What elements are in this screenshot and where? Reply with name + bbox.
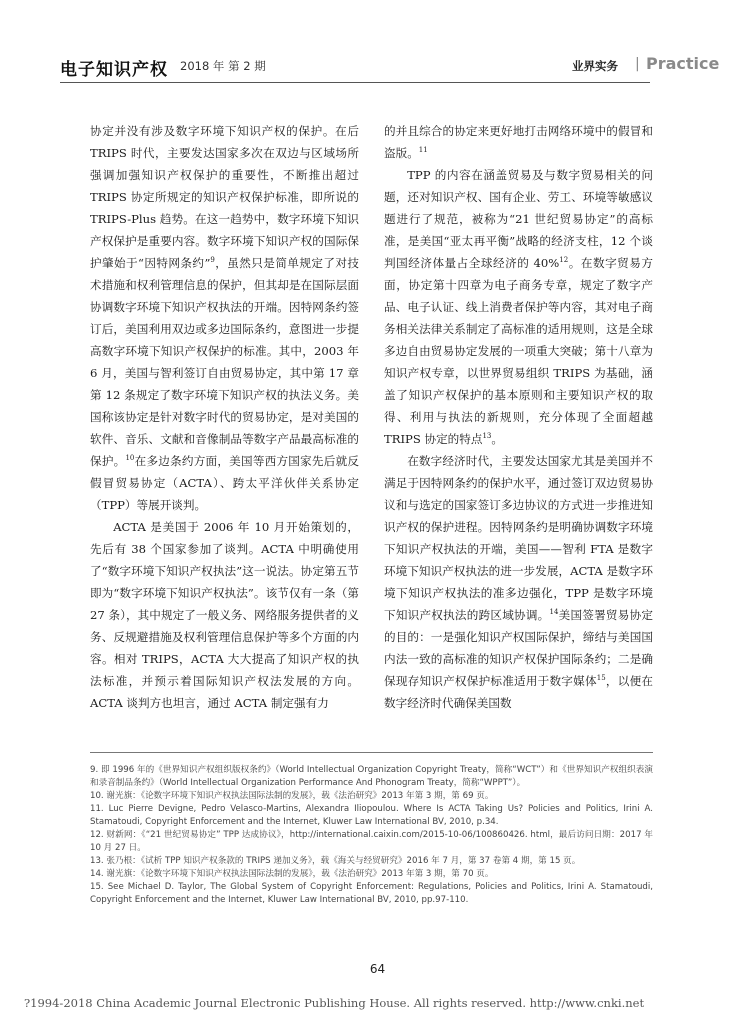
section-label-en: Practice bbox=[646, 54, 720, 73]
paragraph: TPP 的内容在涵盖贸易及与数字贸易相关的问题，还对知识产权、国有企业、劳工、环境等敏感议题进行了规范，被称为“21 世纪贸易协定”的高标准，是美国“亚太再平衡”战略的经济支柱，12 个谈判国经济体量占全球经济的 40%$^{12}$。在数字贸易方面，协定第十四章为电子商务专章，规定了数字产品、电子认证、线上消费者保护等内容，其对电子商务相关法律关系制定了高标准的适用规则，这是全球多边自由贸易协定发展的一项重大突破；第十八章为知识产权专章，以世界贸易组织 TRIPS 为基础，涵盖了知识产权保护的基本原则和主要知识产权的取得、利用与执法的新规则，充分体现了全面超越 TRIPS 协定的特点$^{13}$。 bbox=[384, 168, 653, 446]
paragraph: 的并且综合的协定来更好地打击网络环境中的假冒和盗版。$^{11}$ bbox=[384, 124, 653, 160]
footnote: 13. 张乃根：《试析 TPP 知识产权条款的 TRIPS 递加义务》，载《海关与经贸研究》2016 年 7 月，第 37 卷第 4 期，第 15 页。 bbox=[90, 856, 581, 866]
journal-name: 电子知识产权 bbox=[60, 60, 168, 80]
section-label-cn: 业界实务 bbox=[572, 59, 618, 73]
copyright-notice: ?1994-2018 China Academic Journal Electronic Publishing House. All rights reserved. http://www.cnki.net bbox=[24, 996, 645, 1010]
footnote: 12. 财新网：《“21 世纪贸易协定” TPP 达成协议》，http://international.caixin.com/2015-10-06/100860426. html，最后访问日期：2017 年 10 月 27 日。 bbox=[90, 830, 653, 853]
footnote: 14. 谢光旗：《论数字环境下知识产权执法国际法制的发展》，载《法治研究》2013 年第 3 期，第 70 页。 bbox=[90, 869, 494, 879]
footnote-ref: 13 bbox=[482, 432, 492, 441]
footnote-ref: 10 bbox=[125, 454, 135, 463]
footnote: 15. See Michael D. Taylor, The Global System of Copyright Enforcement: Regulations, Policies and Politics, Irini A. Stamatoudi, Copyright Enforcement and the Internet, Kluwer Law International BV, 2010, pp.97-110. bbox=[90, 882, 653, 905]
footnote-ref: 12 bbox=[559, 256, 569, 265]
issue-label: 2018 年 第 2 期 bbox=[180, 59, 266, 73]
left-column bbox=[90, 120, 359, 714]
footnote: 9. 即 1996 年的《世界知识产权组织版权条约》（World Intellectual Organization Copyright Treaty，简称“WCT”）和《世界知识产权组织表演和录音制品条约》（World Intellectual Organization Performance And Phonogram Treaty，简称“WPPT”）。 bbox=[90, 765, 653, 788]
page-number: 64 bbox=[369, 962, 386, 976]
footnote-ref: 9 bbox=[210, 256, 215, 265]
page-header bbox=[60, 54, 720, 81]
paragraph: ACTA 是美国于 2006 年 10 月开始策划的，先后有 38 个国家参加了谈判。ACTA 中明确使用了“数字环境下知识产权执法”这一说法。协定第五节即为“数字环境下知识产权执法”。该节仅有一条（第 27 条），其中规定了一般义务、网络服务提供者的义务、反规避措施及权利管理信息保护等多个方面的内容。相对 TRIPS，ACTA 大大提高了知识产权的执法标准，并预示着国际知识产权法发展的方向。ACTA 谈判方也坦言，通过 ACTA 制定强有力 bbox=[90, 520, 359, 710]
section-separator: | bbox=[635, 56, 640, 72]
footnotes bbox=[90, 764, 653, 907]
paragraph: 在数字经济时代，主要发达国家尤其是美国并不满足于因特网条约的保护水平，通过签订双边贸易协议和与选定的国家签订多边协议的方式进一步推进知识产权的保护进程。因特网条约是明确协调数字环境下知识产权执法的开端，美国——智利 FTA 是数字环境下知识产权执法的进一步发展，ACTA 是数字环境下知识产权执法的准多边强化，TPP 是数字环境下知识产权执法的跨区域协调。$^{14}$美国签署贸易协定的目的：一是强化知识产权国际保护，缔结与美国国内法一致的高标准的知识产权保护国际条约；二是确保现存知识产权保护标准适用于数字媒体$^{15}$，以便在数字经济时代确保美国数 bbox=[384, 454, 653, 710]
header-divider bbox=[60, 82, 650, 83]
footnote: 11. Luc Pierre Devigne, Pedro Velasco-Martins, Alexandra Iliopoulou. Where Is ACTA Taking Us? Policies and Politics, Irini A. Stamatoudi, Copyright Enforcement and the Internet, Kluwer Law International BV, 2010, p.34. bbox=[90, 804, 653, 827]
footnote-ref: 14 bbox=[549, 608, 559, 617]
footnote: 10. 谢光旗：《论数字环境下知识产权执法国际法制的发展》，载《法治研究》2013 年第 3 期，第 69 页。 bbox=[90, 791, 494, 801]
footnote-ref: 11 bbox=[418, 146, 428, 155]
footnote-divider bbox=[90, 752, 653, 753]
right-column bbox=[384, 120, 653, 714]
paragraph: 协定并没有涉及数字环境下知识产权的保护。在后 TRIPS 时代，主要发达国家多次在双边与区域场所强调加强知识产权保护的重要性，不断推出超过 TRIPS 协定所规定的知识产权保护标准，即所说的 TRIPS-Plus 趋势。在这一趋势中，数字环境下知识产权保护是重要内容。数字环境下知识产权的国际保护肇始于“因特网条约”$^9$，虽然只是简单规定了对技术措施和权利管理信息的保护，但其却是在国际层面协调数字环境下知识产权执法的开端。因特网条约签订后，美国利用双边或多边国际条约，意图进一步提高数字环境下知识产权保护的标准。其中，2003 年 6 月，美国与智利签订自由贸易协定，其中第 17 章第 12 条规定了数字环境下知识产权的执法义务。美国称该协定是针对数字时代的贸易协定，是对美国的软件、音乐、文献和音像制品等数字产品最高标准的保护。$^{10}$在多边条约方面，美国等西方国家先后就反假冒贸易协定（ACTA）、跨太平洋伙伴关系协定（TPP）等展开谈判。 bbox=[90, 124, 359, 512]
footnote-ref: 15 bbox=[596, 674, 606, 683]
